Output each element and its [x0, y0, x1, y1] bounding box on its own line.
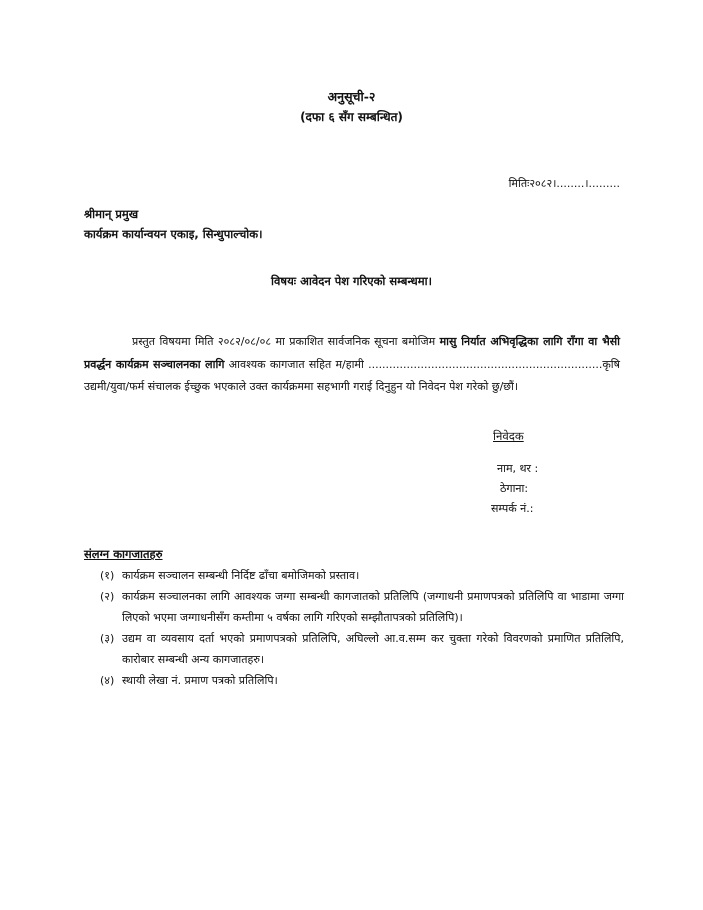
attachment-number: (२) — [100, 590, 115, 603]
document-subtitle: (दफा ६ सँग सम्बन्धित) — [300, 110, 403, 124]
attachments-heading: संलग्न कागजातहरु — [84, 547, 163, 561]
recipient-title: श्रीमान् प्रमुख — [84, 207, 139, 221]
attachment-number: (४) — [100, 674, 115, 687]
body-text-part2: आवश्यक कागजात सहित म/हामी ...................................................................कृषि उद्यमी/युवा/फर्म संचालक ईच्छुक भएकाले उक्त कार्यक्रममा सहभागी गराई दिनुहुन यो निवेदन पेश गरेको छु/छौं। — [84, 357, 620, 393]
date-line: मितिः२०८२।........।......... — [508, 177, 620, 190]
attachment-number: (३) — [100, 632, 115, 645]
attachment-item — [100, 628, 624, 670]
recipient-office: कार्यक्रम कार्यान्वयन एकाइ, सिन्धुपाल्चोक। — [84, 227, 263, 241]
subject-line: विषयः आवेदन पेश गरिएको सम्बन्धमा। — [271, 274, 432, 288]
attachment-text: कार्यक्रम सञ्चालन सम्बन्धी निर्दिष्ट ढाँचा बमोजिमको प्रस्ताव। — [122, 569, 360, 582]
body-paragraph — [84, 331, 620, 399]
attachment-number: (१) — [100, 569, 115, 582]
attachment-item — [100, 670, 624, 691]
applicant-address-field: ठेगाना: — [500, 482, 529, 495]
applicant-name-field: नाम, थर : — [497, 462, 539, 475]
attachments-list — [100, 565, 624, 691]
attachment-item — [100, 586, 624, 628]
applicant-contact-field: सम्पर्क नं.: — [491, 502, 534, 515]
applicant-heading: निवेदक — [493, 429, 524, 443]
attachment-text: कार्यक्रम सञ्चालनका लागि आवश्यक जग्गा सम्बन्धी कागजातको प्रतिलिपि (जग्गाधनी प्रमाणपत्रको प्रतिलिपि वा भाडामा जग्गा लिएको भएमा जग्गाधनीसँग कम्तीमा ५ वर्षका लागि गरिएको सम्झौतापत्रको प्रतिलिपि)। — [122, 590, 624, 624]
document-title: अनुसूची-२ — [327, 89, 376, 104]
body-text-part1: प्रस्तुत विषयमा मिति २०८२/०८/०८ मा प्रकाशित सार्वजनिक सूचना बमोजिम — [132, 335, 440, 348]
attachment-text: स्थायी लेखा नं. प्रमाण पत्रको प्रतिलिपि। — [122, 674, 278, 687]
attachment-item — [100, 565, 624, 586]
program-name: मासु निर्यात अभिवृद्धिका लागि राँगा वा भैसी प्रवर्द्धन कार्यक्रम सञ्चालनका लागि — [84, 335, 620, 371]
attachment-text: उद्यम वा व्यवसाय दर्ता भएको प्रमाणपत्रको प्रतिलिपि, अघिल्लो आ.व.सम्म कर चुक्ता गरेको विवरणको प्रमाणित प्रतिलिपि, कारोबार सम्बन्धी अन्य कागजातहरु। — [122, 632, 624, 666]
